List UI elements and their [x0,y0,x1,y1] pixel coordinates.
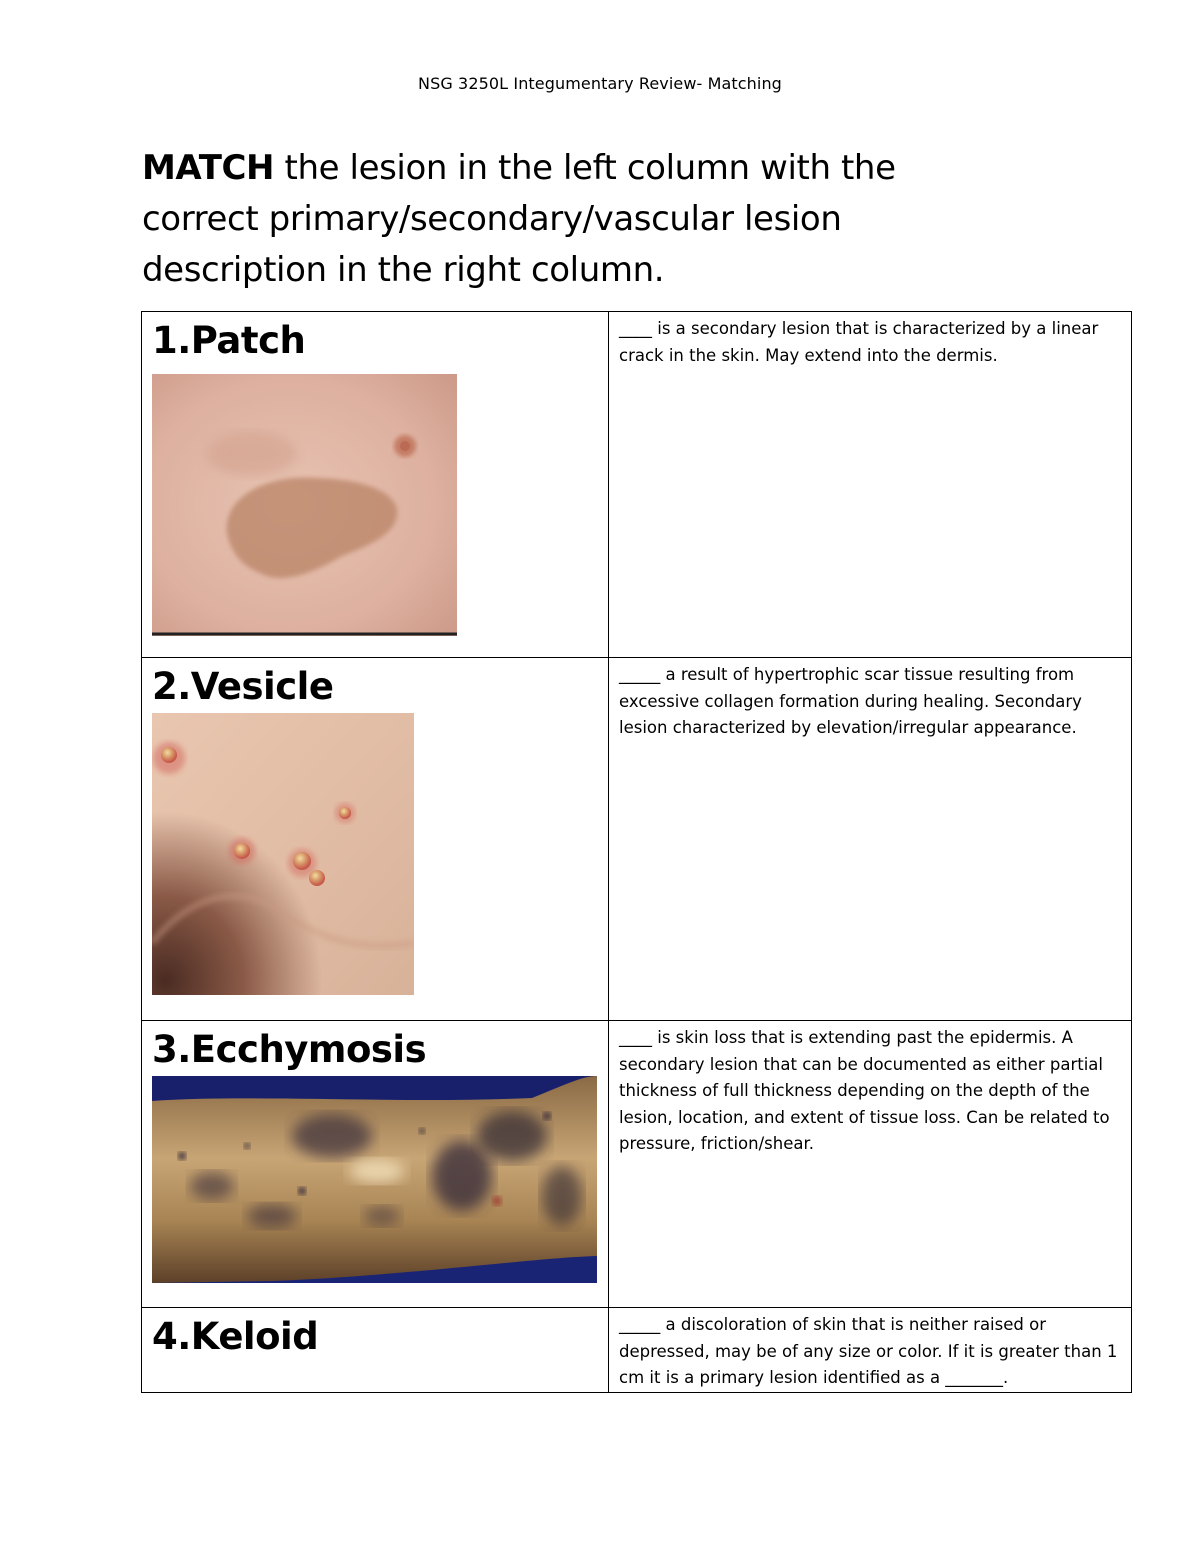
lesion-description: _____ a discoloration of skin that is neither raised or depressed, may be of any size or color. If it is greater than 1 cm it is a primary lesion identified as a _______. [619,1315,1118,1387]
lesion-term: 1.Patch [152,319,306,362]
lesion-cell [142,1021,609,1308]
vesicle-photo [152,713,608,995]
lesion-cell [142,1308,609,1393]
lesion-cell [142,312,609,658]
description-cell [609,658,1132,1021]
instructions-bold: MATCH [142,148,275,188]
patch-photo [152,374,608,636]
description-cell [609,1308,1132,1393]
lesion-description: ____ is skin loss that is extending past the epidermis. A secondary lesion that can be documented as either partial thickness of full thickness depending on the depth of the lesion, location, and extent of tissue loss. Can be related to pressure, friction/shear. [619,1028,1110,1153]
lesion-term: 3.Ecchymosis [152,1028,427,1071]
lesion-cell [142,658,609,1021]
table-row [142,1021,1132,1308]
table-row [142,1308,1132,1393]
description-cell [609,1021,1132,1308]
table-row [142,658,1132,1021]
lesion-description: _____ a result of hypertrophic scar tissue resulting from excessive collagen formation during healing. Secondary lesion characterized by elevation/irregular appearance. [619,665,1082,737]
lesion-term: 2.Vesicle [152,665,334,708]
matching-table [141,311,1132,1393]
ecchymosis-photo [152,1076,608,1283]
description-cell [609,312,1132,658]
instructions-text: the lesion in the left column with the correct primary/secondary/vascular lesion description in the right column. [142,148,896,290]
lesion-description: ____ is a secondary lesion that is characterized by a linear crack in the skin. May extend into the dermis. [619,319,1099,365]
table-row [142,312,1132,658]
lesion-term: 4.Keloid [152,1315,319,1358]
instructions [142,143,1022,296]
page-header: NSG 3250L Integumentary Review- Matching [418,74,782,93]
